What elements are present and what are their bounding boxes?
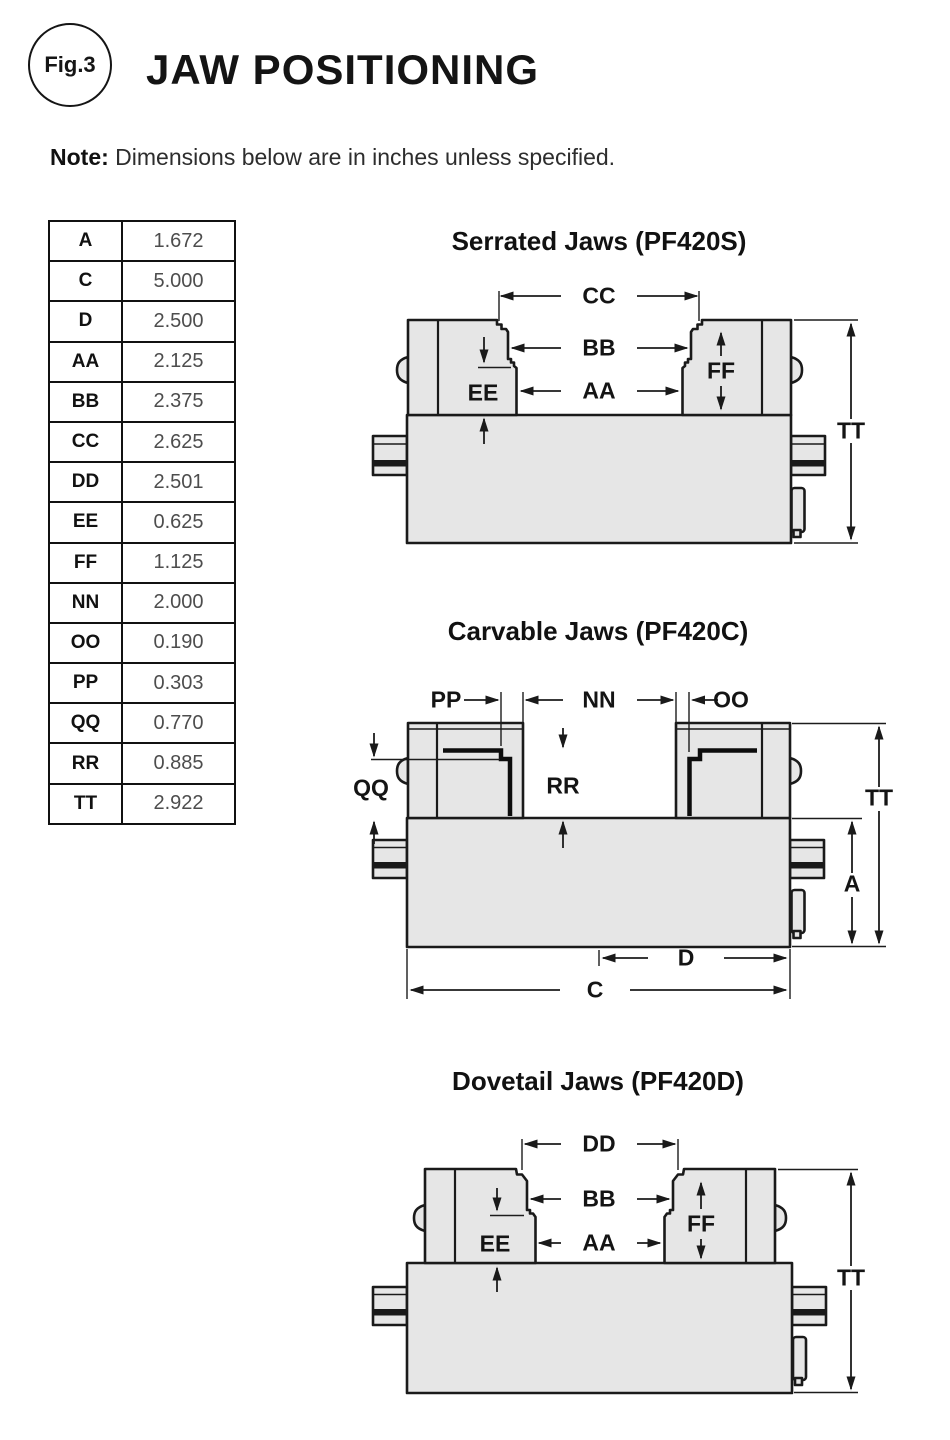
diagram-title: Dovetail Jaws (PF420D) — [452, 1066, 744, 1096]
left-knob — [414, 1205, 425, 1231]
dim-value-cell: 2.501 — [122, 462, 235, 502]
dim-label: BB — [582, 334, 616, 361]
right-knob — [775, 1205, 786, 1231]
dim-label: NN — [582, 686, 616, 713]
dim-key-cell: EE — [49, 502, 122, 542]
dim-key-cell: RR — [49, 743, 122, 783]
dim-value-cell: 0.303 — [122, 663, 235, 703]
dim-key-cell: C — [49, 261, 122, 301]
right-rail-tab — [791, 436, 825, 475]
dim-value-cell: 1.125 — [122, 543, 235, 583]
dim-label: CC — [582, 282, 616, 309]
dim-value-cell: 0.625 — [122, 502, 235, 542]
dim-label: OO — [713, 686, 749, 713]
diagram-title: Carvable Jaws (PF420C) — [447, 616, 749, 646]
dim-label: RR — [546, 772, 580, 799]
dim-key-cell: TT — [49, 784, 122, 824]
dim-label: EE — [467, 379, 499, 406]
left-rail-tab — [373, 436, 407, 475]
dim-key-cell: QQ — [49, 703, 122, 743]
dim-key-cell: FF — [49, 543, 122, 583]
dim-key-cell: DD — [49, 462, 122, 502]
dim-label: AA — [582, 377, 616, 404]
dim-label: TT — [836, 417, 866, 444]
rail-band — [790, 862, 824, 869]
right-jaw — [676, 723, 790, 818]
dim-key-cell: PP — [49, 663, 122, 703]
dim-label: TT — [836, 1264, 866, 1291]
dim-aa — [539, 1230, 660, 1256]
dim-value-cell: 0.770 — [122, 703, 235, 743]
dim-label: TT — [864, 784, 894, 811]
dim-value-cell: 2.125 — [122, 342, 235, 382]
clamp-handle — [793, 1337, 806, 1380]
clamp-handle-foot — [794, 931, 801, 938]
rail-band — [373, 460, 407, 467]
dim-value-cell: 2.625 — [122, 422, 235, 462]
dim-key-cell: BB — [49, 382, 122, 422]
right-rail-tab — [790, 840, 824, 878]
dim-value-cell: 0.190 — [122, 623, 235, 663]
dim-nn — [523, 687, 676, 753]
note-text: Dimensions below are in inches unless specified. — [108, 144, 616, 170]
dim-value-cell: 2.500 — [122, 301, 235, 341]
clamp-handle-foot — [794, 530, 801, 537]
carvable-diagram — [353, 616, 893, 1003]
right-jaw — [665, 1169, 776, 1263]
vise-body — [407, 818, 790, 947]
dim-value-cell: 2.922 — [122, 784, 235, 824]
dim-aa — [521, 378, 678, 404]
left-knob — [397, 357, 408, 383]
dim-label: QQ — [353, 774, 389, 801]
dim-label: C — [586, 976, 604, 1003]
dim-cc — [499, 283, 699, 322]
dim-label: D — [677, 944, 695, 971]
vise-body — [407, 1263, 792, 1393]
clamp-handle — [792, 488, 805, 532]
dim-label: AA — [582, 1229, 616, 1256]
rail-band — [373, 1309, 407, 1316]
rail-band — [791, 460, 825, 467]
dim-label: BB — [582, 1185, 616, 1212]
dim-label: FF — [686, 1210, 716, 1237]
rail-band — [373, 862, 407, 869]
left-jaw — [408, 723, 523, 818]
dim-value-cell: 2.375 — [122, 382, 235, 422]
dim-label: FF — [706, 357, 736, 384]
rail-band — [792, 1309, 826, 1316]
vise-body — [407, 415, 791, 543]
dim-c — [407, 949, 786, 1003]
left-rail-tab — [373, 840, 407, 878]
note-label: Note: — [50, 144, 109, 170]
right-rail-tab — [792, 1287, 826, 1325]
dim-key-cell: A — [49, 221, 122, 261]
dim-dd — [522, 1131, 678, 1171]
dim-value-cell: 0.885 — [122, 743, 235, 783]
diagram-title: Serrated Jaws (PF420S) — [451, 226, 747, 256]
dim-key-cell: CC — [49, 422, 122, 462]
right-knob — [790, 758, 801, 784]
left-knob — [397, 758, 408, 784]
left-rail-tab — [373, 1287, 407, 1325]
dim-value-cell: 5.000 — [122, 261, 235, 301]
figure-badge-label: Fig.3 — [44, 52, 96, 77]
clamp-handle — [792, 890, 805, 933]
dim-bb — [512, 335, 687, 361]
serrated-diagram — [373, 226, 865, 543]
dim-value-cell: 2.000 — [122, 583, 235, 623]
dim-label: PP — [430, 686, 462, 713]
dim-bb — [531, 1186, 669, 1212]
dim-key-cell: NN — [49, 583, 122, 623]
dim-label: EE — [479, 1230, 511, 1257]
dim-label: DD — [582, 1130, 616, 1157]
dovetail-diagram — [373, 1066, 865, 1393]
right-jaw — [683, 320, 792, 415]
dim-key-cell: AA — [49, 342, 122, 382]
clamp-handle-foot — [795, 1378, 802, 1385]
right-knob — [791, 357, 802, 383]
dim-tt — [792, 724, 893, 947]
dim-key-cell: D — [49, 301, 122, 341]
dim-label: A — [843, 870, 861, 897]
page-title: JAW POSITIONING — [146, 46, 540, 93]
dim-key-cell: OO — [49, 623, 122, 663]
dim-value-cell: 1.672 — [122, 221, 235, 261]
